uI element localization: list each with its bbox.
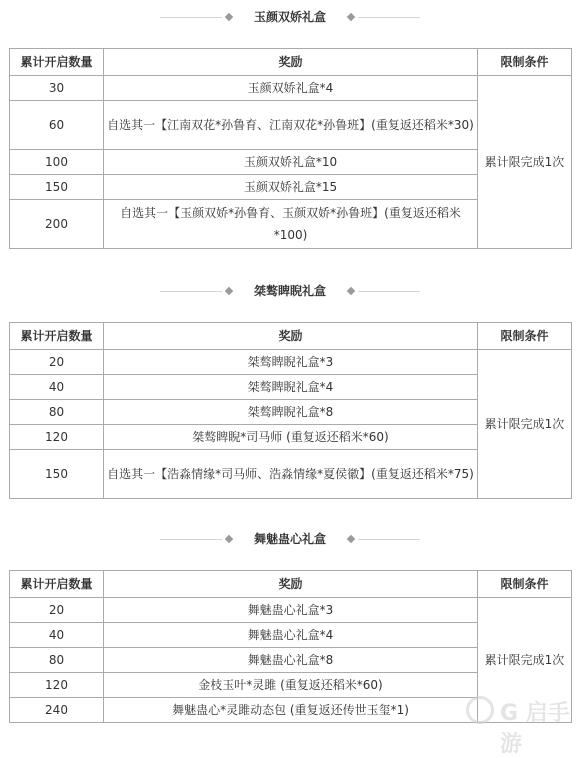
section-header-3 [0,528,580,552]
reward-cell: 自选其一【玉颜双娇*孙鲁育、玉颜双娇*孙鲁班】(重复返还稻米*100) [104,200,478,249]
count-cell: 60 [10,101,104,150]
col-header-limit: 限制条件 [478,571,572,598]
reward-cell: 桀骜睥睨礼盒*4 [104,375,478,400]
reward-cell: 舞魅蛊心礼盒*8 [104,648,478,673]
reward-cell: 玉颜双娇礼盒*10 [104,150,478,175]
count-cell: 120 [10,673,104,698]
divider [358,17,420,18]
watermark-text: G 启手游 [500,701,570,757]
count-cell: 30 [10,76,104,101]
reward-table-1 [9,48,572,249]
section-header-1 [0,6,580,30]
logo-g-icon [466,696,494,724]
col-header-count: 累计开启数量 [10,323,104,350]
reward-cell: 自选其一【浩淼情缘*司马师、浩淼情缘*夏侯徽】(重复返还稻米*75) [104,450,478,499]
reward-cell: 金枝玉叶*灵雎 (重复返还稻米*60) [104,673,478,698]
count-cell: 150 [10,450,104,499]
reward-cell: 自选其一【江南双花*孙鲁育、江南双花*孙鲁班】(重复返还稻米*30) [104,101,478,150]
count-cell: 150 [10,175,104,200]
count-cell: 240 [10,698,104,723]
count-cell: 120 [10,425,104,450]
col-header-limit: 限制条件 [478,49,572,76]
col-header-count: 累计开启数量 [10,49,104,76]
col-header-limit: 限制条件 [478,323,572,350]
divider [358,539,420,540]
limit-cell: 累计限完成1次 [478,76,572,249]
col-header-reward: 奖励 [104,49,478,76]
count-cell: 200 [10,200,104,249]
col-header-reward: 奖励 [104,571,478,598]
count-cell: 100 [10,150,104,175]
table-header-row [10,323,572,350]
reward-cell: 舞魅蛊心礼盒*4 [104,623,478,648]
count-cell: 80 [10,400,104,425]
table-header-row [10,571,572,598]
reward-cell: 桀骜睥睨*司马师 (重复返还稻米*60) [104,425,478,450]
col-header-count: 累计开启数量 [10,571,104,598]
count-cell: 80 [10,648,104,673]
limit-cell: 累计限完成1次 [478,350,572,499]
watermark [460,690,580,757]
count-cell: 40 [10,375,104,400]
table-row [10,350,572,375]
reward-cell: 桀骜睥睨礼盒*3 [104,350,478,375]
limit-cell: 累计限完成1次 [478,598,572,723]
col-header-reward: 奖励 [104,323,478,350]
count-cell: 20 [10,350,104,375]
count-cell: 20 [10,598,104,623]
reward-cell: 玉颜双娇礼盒*4 [104,76,478,101]
reward-cell: 桀骜睥睨礼盒*8 [104,400,478,425]
section-title: 舞魅蛊心礼盒 [253,532,326,546]
count-cell: 40 [10,623,104,648]
table-row [10,598,572,623]
reward-table-2 [9,322,572,499]
divider [358,291,420,292]
reward-cell: 玉颜双娇礼盒*15 [104,175,478,200]
table-row [10,76,572,101]
reward-cell: 舞魅蛊心*灵雎动态包 (重复返还传世玉玺*1) [104,698,478,723]
section-title: 玉颜双娇礼盒 [253,10,326,24]
reward-cell: 舞魅蛊心礼盒*3 [104,598,478,623]
section-header-2 [0,280,580,304]
section-title: 桀骜睥睨礼盒 [253,284,326,298]
table-header-row [10,49,572,76]
